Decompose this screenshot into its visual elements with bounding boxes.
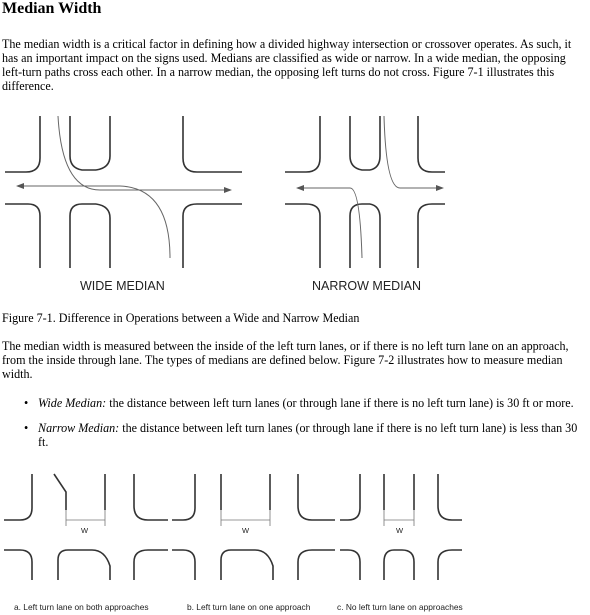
list-item-wide-median: [20, 396, 586, 410]
caption-a: a. Left turn lane on both approaches: [14, 602, 149, 612]
wide-median-label: WIDE MEDIAN: [80, 279, 165, 293]
narrow-median-term: Narrow Median:: [38, 421, 120, 435]
width-label-b: W: [242, 526, 250, 535]
figure-7-1-diagram: [0, 108, 590, 308]
intro-paragraph: The median width is a critical factor in defining how a divided highway intersection or crossover operates. As such, it has an important impact on the signs used. Medians are classified as wide or narrow. In a wide median, the opposing left-turn paths cross each other. In a narrow median, the opposing left turns do not cross. Figure 7-1 illustrates this difference.: [2, 37, 572, 93]
figure-7-1-caption: Figure 7-1. Difference in Operations between a Wide and Narrow Median: [2, 311, 360, 325]
section-heading: Median Width: [2, 0, 102, 17]
measurement-paragraph: The median width is measured between the inside of the left turn lanes, or if there is no left turn lane on an approach, from the inside through lane. The types of medians are defined below. Figure 7-2 illustrates how to measure median width.: [2, 339, 569, 381]
narrow-median-label: NARROW MEDIAN: [312, 279, 422, 293]
width-label-a: W: [81, 526, 89, 535]
wide-median-term: Wide Median:: [38, 396, 107, 410]
median-type-list: [20, 396, 586, 460]
caption-b: b. Left turn lane on one approach: [187, 602, 311, 612]
width-label-c: W: [396, 526, 404, 535]
wide-median-definition: the distance between left turn lanes (or through lane if there is no left turn lane) is 30 ft or more.: [106, 396, 574, 410]
figure-7-2-diagram: [0, 470, 590, 615]
narrow-median-definition: the distance between left turn lanes (or through lane if there is no left turn lane) is less than 30 ft.: [38, 421, 578, 449]
list-item-narrow-median: [20, 421, 586, 449]
caption-c: c. No left turn lane on approaches: [337, 602, 463, 612]
